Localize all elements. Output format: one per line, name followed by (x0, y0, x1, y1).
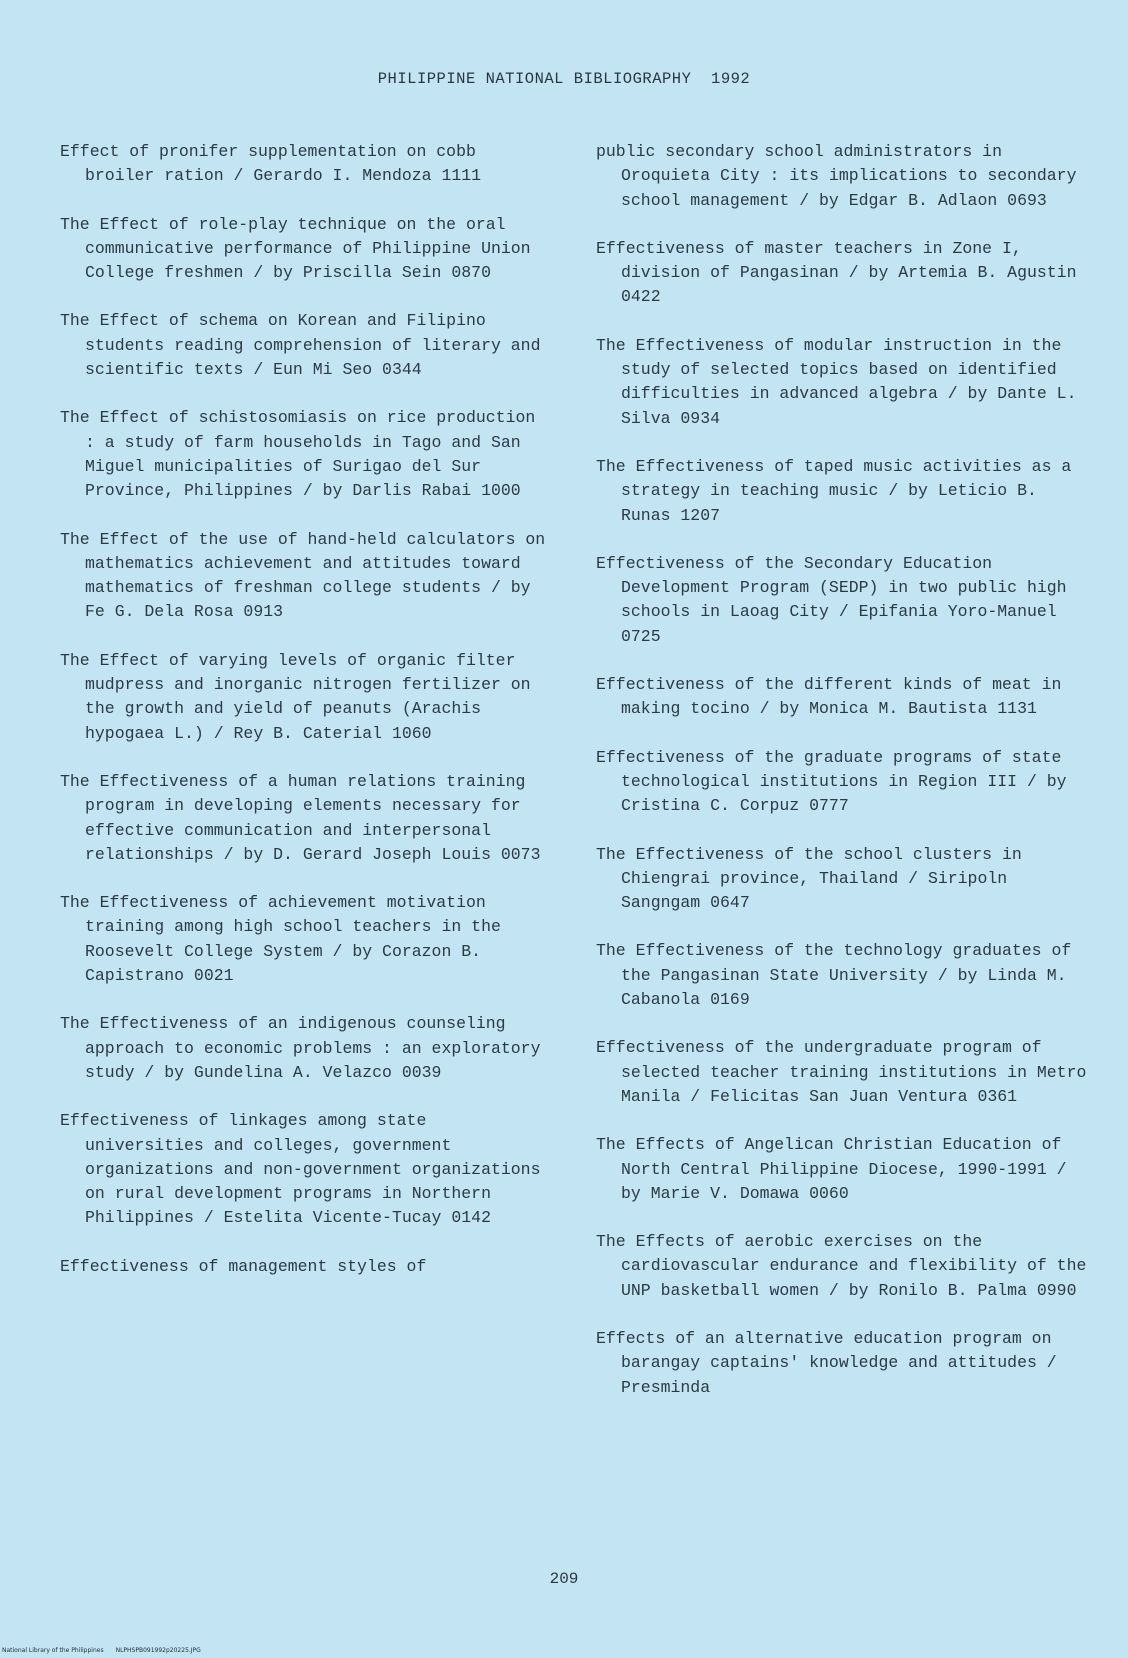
right-column (596, 140, 1091, 1400)
bibliography-entry: The Effectiveness of modular instruction in the study of selected topics based on identified difficulties in advanced algebra / by Dante L. Silva 0934 (596, 335, 1077, 428)
bibliography-entry: Effectiveness of the Secondary Education Development Program (SEDP) in two public high schools in Laoag City / Epifania Yoro-Manuel 0725 (596, 553, 1067, 646)
scan-footer (2, 1647, 201, 1654)
bibliography-entry: The Effects of Angelican Christian Education of North Central Philippine Diocese, 1990-1991 / by Marie V. Domawa 0060 (596, 1135, 1067, 1203)
header-year: 1992 (711, 70, 751, 88)
bibliography-entry: The Effect of varying levels of organic filter mudpress and inorganic nitrogen fertilizer on the growth and yield of peanuts (Arachis hypogaea L.) / Rey B. Caterial 1060 (60, 650, 531, 743)
bibliography-entry: The Effectiveness of the school clusters in Chiengrai province, Thailand / Siripoln Sangngam 0647 (596, 844, 1022, 913)
footer-library: National Library of the Philippines (2, 1647, 104, 1654)
page-number: 209 (549, 1570, 579, 1588)
bibliography-entry: Effectiveness of linkages among state universities and colleges, government organizations and non-government organizations on rural development programs in Northern Philippines / Estelita Vicente-Tucay 0142 (60, 1111, 541, 1228)
bibliography-entry: The Effectiveness of an indigenous counseling approach to economic problems : an exploratory study / by Gundelina A. Velazco 0039 (60, 1014, 541, 1082)
bibliography-entry: The Effects of aerobic exercises on the cardiovascular endurance and flexibility of the UNP basketball women / by Ronilo B. Palma 0990 (596, 1232, 1087, 1300)
page-header (0, 70, 1128, 88)
bibliography-entry: The Effectiveness of the technology graduates of the Pangasinan State University / by Linda M. Cabanola 0169 (596, 941, 1072, 1010)
bibliography-entry: The Effectiveness of taped music activities as a strategy in teaching music / by Leticio B. Runas 1207 (596, 456, 1072, 525)
footer-file: NLPHSPB091992p20225.JPG (115, 1647, 201, 1654)
bibliography-entry: The Effect of schema on Korean and Filipino students reading comprehension of literary and scientific texts / Eun Mi Seo 0344 (60, 311, 541, 380)
bibliography-entry-continued: public secondary school administrators in Oroquieta City : its implications to secondary school management / by Edgar B. Adlaon 0693 (596, 142, 1077, 210)
header-title: PHILIPPINE NATIONAL BIBLIOGRAPHY (377, 70, 692, 88)
bibliography-entry: Effectiveness of master teachers in Zone I, division of Pangasinan / by Artemia B. Agustin 0422 (596, 238, 1077, 307)
bibliography-entry: The Effectiveness of a human relations training program in developing elements necessary for effective communication and interpersonal relationships / by D. Gerard Joseph Louis 0073 (60, 771, 541, 864)
bibliography-entry: Effectiveness of the graduate programs of state technological institutions in Region III / by Cristina C. Corpuz 0777 (596, 747, 1067, 816)
bibliography-entry: The Effectiveness of achievement motivation training among high school teachers in the Roosevelt College System / by Corazon B. Capistrano 0021 (60, 893, 501, 986)
bibliography-entry: Effectiveness of the different kinds of meat in making tocino / by Monica M. Bautista 1131 (596, 675, 1062, 719)
bibliography-entry: Effectiveness of management styles of (60, 1256, 427, 1276)
bibliography-entry: The Effect of the use of hand-held calculators on mathematics achievement and attitudes toward mathematics of freshman college students / by Fe G. Dela Rosa 0913 (60, 529, 546, 622)
bibliography-entry: The Effect of schistosomiasis on rice production : a study of farm households in Tago and San Miguel municipalities of Surigao del Sur Province, Philippines / by Darlis Rabai 1000 (60, 408, 536, 501)
bibliography-entry: The Effect of role-play technique on the oral communicative performance of Philippine Union College freshmen / by Priscilla Sein 0870 (60, 214, 531, 283)
bibliography-entry: Effectiveness of the undergraduate program of selected teacher training institutions in Metro Manila / Felicitas San Juan Ventura 0361 (596, 1038, 1087, 1106)
bibliography-entry: Effect of pronifer supplementation on cobb broiler ration / Gerardo I. Mendoza 1111 (60, 142, 482, 186)
left-column (60, 140, 555, 1279)
bibliography-entry: Effects of an alternative education program on barangay captains' knowledge and attitudes / Presminda (596, 1328, 1057, 1397)
